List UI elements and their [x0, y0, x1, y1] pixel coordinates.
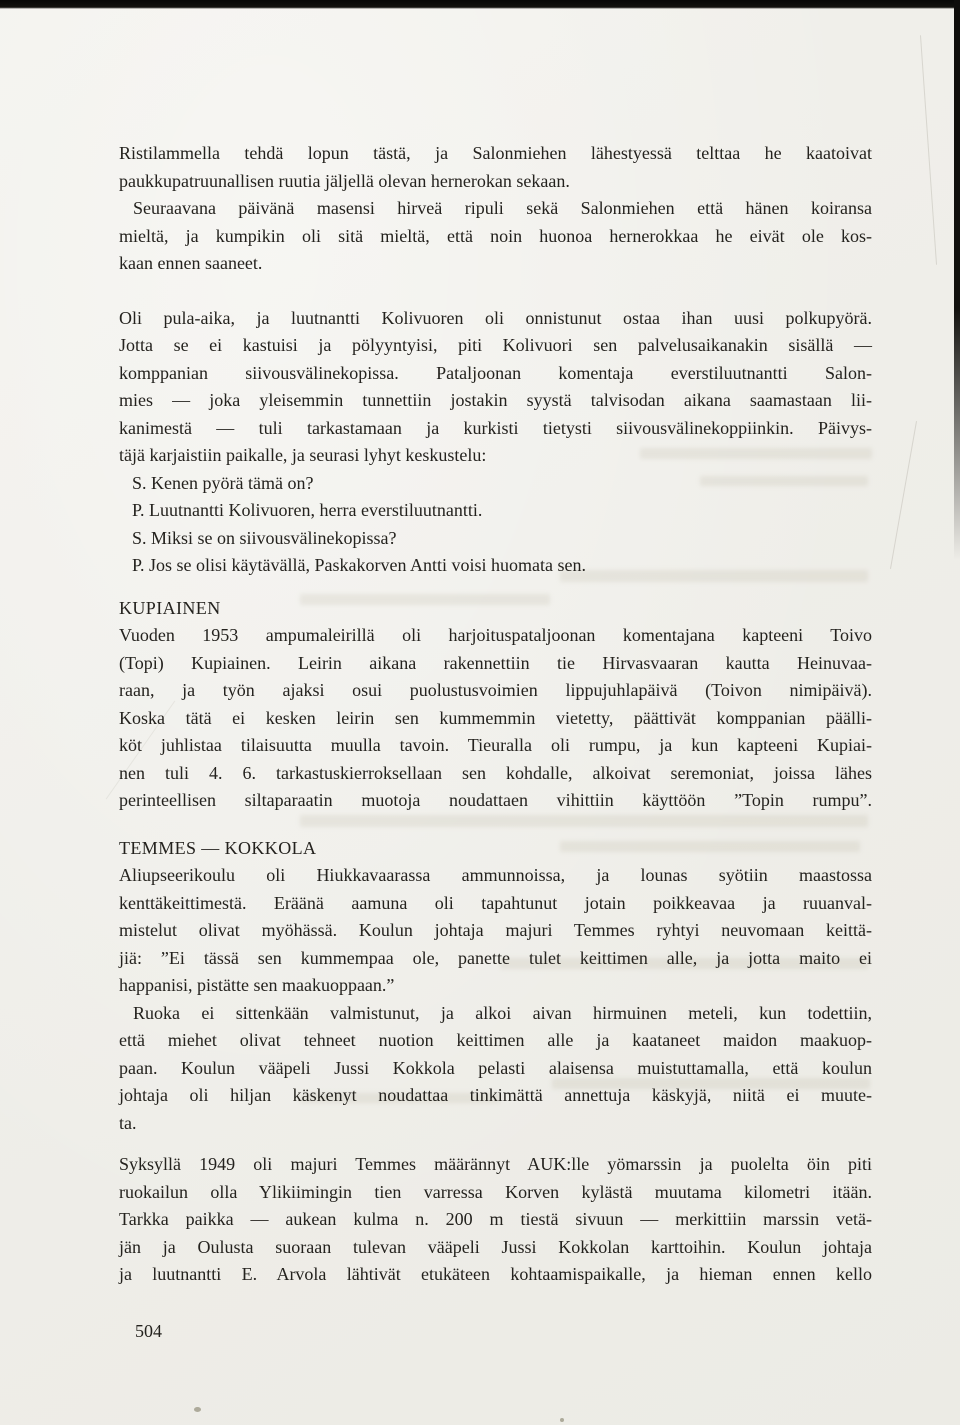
text-line: (Topi) Kupiainen. Leirin aikana rakennettiin tie Hirvasvaaran kautta Heinuvaa- — [119, 652, 872, 673]
section-kupiainen-paragraph — [119, 622, 872, 815]
text-line: mistelut olivat myöhässä. Koulun johtaja majuri Temmes ryhtyi neuvomaan keittä- — [119, 920, 872, 940]
text-line: paan. Koulun vääpeli Jussi Kokkola pelasti alaisensa muistuttamalla, että koulun — [119, 1057, 872, 1078]
paper-speck — [560, 1418, 564, 1422]
paper-speck — [194, 1407, 201, 1412]
text-line: kanimestä — tuli tarkastamaan ja kurkisti tietysti siivousvälinekoppiinkin. Päivys- — [119, 417, 872, 438]
dialogue-line: P. Jos se olisi käytävällä, Paskakorven Antti voisi huomata sen. — [132, 555, 586, 575]
section-kupiainen-heading — [119, 595, 872, 623]
section-ruoka-paragraph — [119, 1000, 872, 1138]
text-line: Ruoka ei sittenkään valmistunut, ja alkoi aivan hirmuinen meteli, kun todettiin, — [133, 1002, 872, 1023]
text-line: ja luutnantti E. Arvola lähtivät etukäteen kohtaamispaikalle, ja hieman ennen kello — [119, 1264, 872, 1284]
text-line: Vuoden 1953 ampumaleirillä oli harjoituspataljoonan komentajana kapteeni Toivo — [119, 625, 872, 645]
scan-edge-right — [954, 0, 960, 560]
text-line: köt juhlistaa tilaisuutta muulla tavoin. Tieuralla oli rumpu, ja kun kapteeni Kupiai- — [119, 735, 872, 755]
section-temmes-heading — [119, 835, 872, 863]
text-line: Koska tätä ei kesken leirin sen kummemmin vietetty, päättivät komppanian päälli- — [119, 707, 872, 728]
section-kolivuori-paragraph — [119, 305, 872, 470]
text-line: Jotta se ei kastuisi ja pölyyntyisi, piti Kolivuori sen palvelusaikanakin sisällä — — [119, 335, 872, 355]
text-line: että miehet olivat tehneet nuotion keittimen alle ja kaataneet maidon maakuop- — [119, 1030, 872, 1050]
section-temmes-paragraph — [119, 862, 872, 1000]
text-line: ta. — [119, 1112, 137, 1133]
text-line: paukkupatruunallisen ruutia jäljellä olevan hernerokan sekaan. — [119, 170, 570, 191]
text-line: jiä: ”Ei tässä sen kummempaa ole, panette tulet keittimen alle, ja jotta maito ei — [119, 947, 872, 968]
text-line: kenttäkeittimestä. Eräänä aamuna oli tapahtunut jotain poikkeavaa ja ruuanval- — [119, 892, 872, 913]
section-heading-text: KUPIAINEN — [119, 597, 221, 618]
text-column — [119, 140, 872, 1289]
paper-crease — [920, 35, 937, 265]
section-dialogue — [119, 470, 872, 580]
section-seuraavana-paragraph — [119, 195, 872, 278]
dialogue-line: P. Luutnantti Kolivuoren, herra everstiluutnantti. — [132, 500, 483, 520]
section-heading-text: TEMMES — KOKKOLA — [119, 837, 317, 858]
text-line: kaan ennen saaneet. — [119, 253, 263, 273]
dialogue-line: S. Kenen pyörä tämä on? — [132, 472, 314, 493]
text-line: Tarkka paikka — aukean kulma n. 200 m tiestä sivuun — merkittiin marssin vetä- — [119, 1209, 872, 1229]
text-line: täjä karjaistiin paikalle, ja seurasi lyhyt keskustelu: — [119, 445, 487, 465]
text-line: jän ja Oulusta suoraan tulevan vääpeli Jussi Kokkolan karttoihin. Koulun johtaja — [119, 1236, 872, 1257]
dialogue-line: S. Miksi se on siivousvälinekopissa? — [132, 527, 397, 548]
text-line: Syksyllä 1949 oli majuri Temmes määrännyt AUK:lle yömarssin ja puolelta öin piti — [119, 1154, 872, 1174]
text-line: Aliupseerikoulu oli Hiukkavaarassa ammunnoissa, ja lounas syötiin maastossa — [119, 865, 872, 885]
text-line: happanisi, pistätte sen maakuoppaan.” — [119, 975, 395, 995]
page-number: 504 — [135, 1321, 162, 1341]
scan-edge-top — [0, 0, 960, 9]
text-line: perinteellisen siltaparaatin muotoja noudattaen vihittiin käyttöön ”Topin rumpu”. — [119, 790, 872, 810]
section-syksylla-paragraph — [119, 1151, 872, 1289]
text-line: mieltä, ja kumpikin oli sitä mieltä, että noin huonoa hernerokkaa he eivät ole kos- — [119, 225, 872, 246]
text-line: komppanian siivousvälinekopissa. Pataljoonan komentaja everstiluutnantti Salon- — [119, 362, 872, 383]
text-line: ruokailun olla Ylikiimingin tien varressa Korven kylästä muutama kilometri itään. — [119, 1181, 872, 1202]
text-line: nen tuli 4. 6. tarkastuskierroksellaan sen kohdalle, alkoivat seremoniat, joissa lähes — [119, 762, 872, 783]
section-continuation-paragraph — [119, 140, 872, 195]
text-line: Ristilammella tehdä lopun tästä, ja Salonmiehen lähestyessä telttaa he kaatoivat — [119, 143, 872, 163]
text-line: johtaja oli hiljan käskenyt noudattaa tinkimättä annettuja käskyjä, niitä ei muute- — [119, 1085, 872, 1105]
text-line: raan, ja työn ajaksi osui puolustusvoimien lippujuhlapäivä (Toivon nimipäivä). — [119, 680, 872, 700]
text-line: Oli pula-aika, ja luutnantti Kolivuoren oli onnistunut ostaa ihan uusi polkupyörä. — [119, 307, 872, 328]
text-line: Seuraavana päivänä masensi hirveä ripuli sekä Salonmiehen että hänen koiransa — [133, 198, 872, 218]
text-line: mies — joka yleisemmin tunnettiin jostakin syystä talvisodan aikana saamastaan lii- — [119, 390, 872, 410]
paper-crease — [890, 421, 917, 569]
